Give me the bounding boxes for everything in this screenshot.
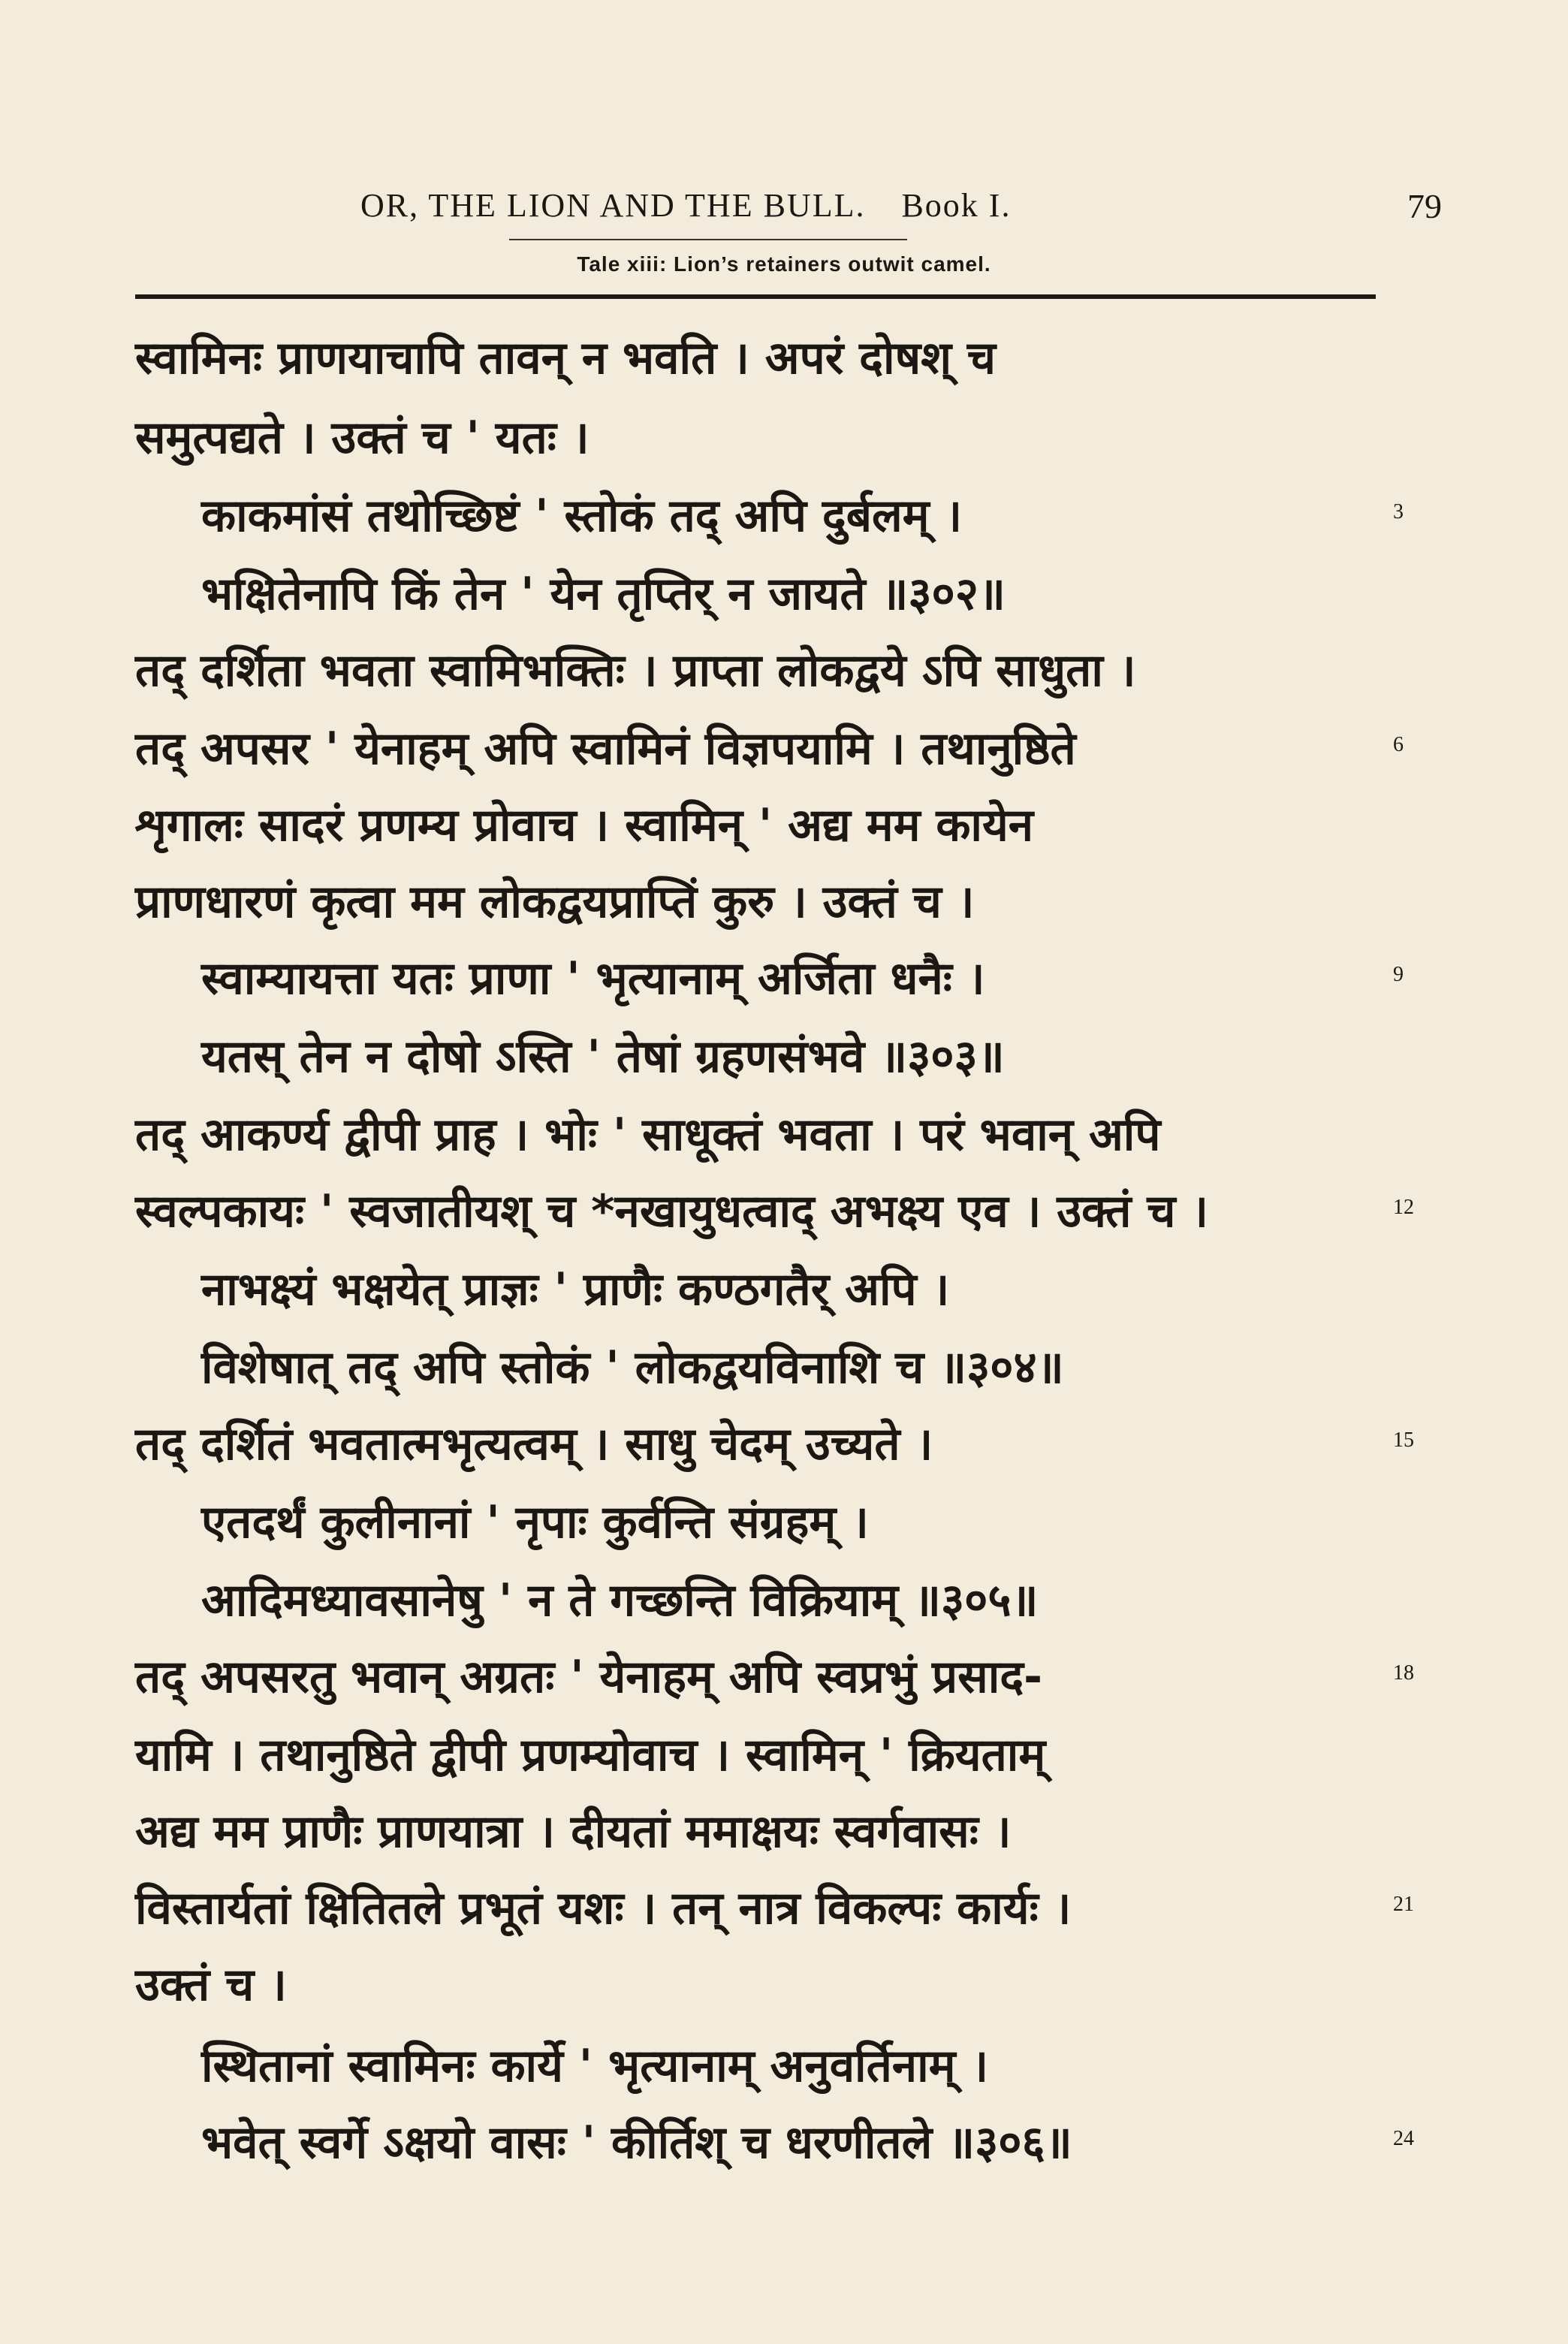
text-line: शृगालः सादरं प्रणम्य प्रोवाच । स्वामिन् ' अद्य मम कायेन [135, 799, 1034, 852]
line-number: 15 [1393, 1428, 1414, 1452]
text-line: तद् अपसरतु भवान् अग्रतः ' येनाहम् अपि स्वप्रभुं प्रसाद- [135, 1651, 1042, 1703]
header-rule [135, 294, 1376, 299]
text-line: प्राणधारणं कृत्वा मम लोकद्वयप्राप्तिं कुरु । उक्तं च । [135, 876, 975, 928]
verse-line: एतदर्थं कुलीनानां ' नृपाः कुर्वन्ति संग्रहम् । [201, 1496, 869, 1549]
line-number: 24 [1393, 2127, 1414, 2150]
text-line: स्वल्पकायः ' स्वजातीयश् च *नखायुधत्वाद् अभक्ष्य एव । उक्तं च । [135, 1185, 1209, 1238]
subhead-rule [509, 239, 907, 240]
line-number: 9 [1393, 963, 1404, 986]
verse-line: विशेषात् तद् अपि स्तोकं ' लोकद्वयविनाशि च ॥३०४॥ [201, 1341, 1064, 1394]
text-line: तद् अपसर ' येनाहम् अपि स्वामिनं विज्ञपयामि । तथानुष्ठिते [135, 723, 1076, 775]
verse-line: काकमांसं तथोच्छिष्टं ' स्तोकं तद् अपि दुर्बलम् । [201, 490, 963, 542]
text-line: तद् आकर्ण्य द्वीपी प्राह । भोः ' साधूक्तं भवता । परं भवान् अपि [135, 1109, 1161, 1161]
page-number: 79 [1407, 187, 1442, 225]
text-line: समुत्पद्यते । उक्तं च ' यतः । [135, 412, 590, 464]
text-line: उक्तं च । [135, 1959, 287, 2011]
running-head [360, 186, 1011, 225]
verse-line: स्थितानां स्वामिनः कार्ये ' भृत्यानाम् अनुवर्तिनाम् । [201, 2040, 989, 2092]
text-line: तद् दर्शितं भवतात्मभृत्यत्वम् । साधु चेदम् उच्यते । [135, 1418, 933, 1471]
line-number: 21 [1393, 1893, 1414, 1916]
verse-line: आदिमध्यावसानेषु ' न ते गच्छन्ति विक्रियाम् ॥३०५॥ [201, 1574, 1039, 1627]
text-line: यामि । तथानुष्ठिते द्वीपी प्रणम्योवाच । स्वामिन् ' क्रियताम् [135, 1729, 1046, 1781]
line-number: 3 [1393, 500, 1404, 523]
verse-line: भवेत् स्वर्गे ऽक्षयो वासः ' कीर्तिश् च धरणीतले ॥३०६॥ [201, 2116, 1072, 2169]
text-line: विस्तार्यतां क्षितितले प्रभूतं यशः । तन् नात्र विकल्पः कार्यः । [135, 1882, 1072, 1935]
line-number: 18 [1393, 1661, 1414, 1685]
line-number: 6 [1393, 733, 1404, 756]
verse-line: नाभक्ष्यं भक्षयेत् प्राज्ञः ' प्राणैः कण्ठगतैर् अपि । [201, 1263, 950, 1316]
text-line: स्वामिनः प्राणयाचापि तावन् न भवति । अपरं दोषश् च [135, 332, 997, 385]
book-label: Book I. [901, 187, 1012, 224]
tale-subtitle: Tale xiii: Lion’s retainers outwit camel. [577, 252, 991, 276]
verse-line: यतस् तेन न दोषो ऽस्ति ' तेषां ग्रहणसंभवे ॥३०३॥ [201, 1030, 1005, 1083]
verse-line: स्वाम्यायत्ता यतः प्राणा ' भृत्यानाम् अर्जिता धनैः । [201, 952, 985, 1005]
text-line: तद् दर्शिता भवता स्वामिभक्तिः । प्राप्ता लोकद्वये ऽपि साधुता । [135, 644, 1136, 697]
text-line: अद्य मम प्राणैः प्राणयात्रा । दीयतां ममाक्षयः स्वर्गवासः । [135, 1806, 1012, 1858]
line-number: 12 [1393, 1196, 1414, 1219]
verse-line: भक्षितेनापि किं तेन ' येन तृप्तिर् न जायते ॥३०२॥ [201, 568, 1006, 620]
running-title: OR, THE LION AND THE BULL. [360, 187, 866, 224]
